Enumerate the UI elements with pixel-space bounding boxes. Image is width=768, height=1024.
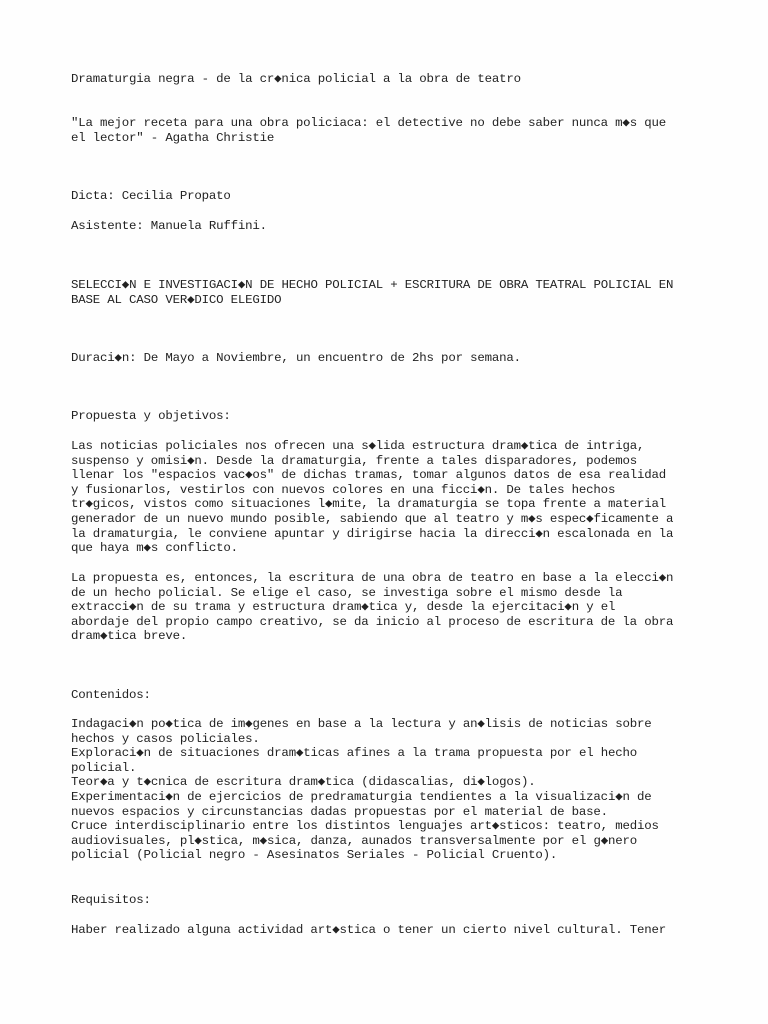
paragraph-line: tr◆gicos, vistos como situaciones l◆mite, la dramaturgia se topa frente a material: [71, 497, 667, 512]
paragraph-line: suspenso y omisi◆n. Desde la dramaturgia, frente a tales disparadores, podemos: [71, 453, 637, 468]
list-item: Experimentaci◆n de ejercicios de predramaturgia tendientes a la visualizaci◆n de: [71, 790, 652, 804]
paragraph-line: que haya m◆s conflicto.: [71, 541, 238, 556]
list-item: Indagaci◆n po◆tica de im◆genes en base a la lectura y an◆lisis de noticias sobre: [71, 717, 652, 731]
list-item: audiovisuales, pl◆stica, m◆sica, danza, aunados transversalmente por el g◆nero: [71, 833, 638, 848]
paragraph-line: abordaje del propio campo creativo, se da inicio al proceso de escritura de la obra: [71, 614, 674, 629]
epigraph-quote-line-2: el lector" - Agatha Christie: [71, 131, 275, 145]
paragraph-line: dram◆tica breve.: [71, 629, 188, 644]
list-item: policial.: [71, 760, 137, 775]
list-item: Exploraci◆n de situaciones dram◆ticas afines a la trama propuesta por el hecho: [71, 746, 637, 761]
epigraph-quote-line-1: "La mejor receta para una obra policiaca: el detective no debe saber nunca m◆s que: [71, 116, 666, 130]
list-item: hechos y casos policiales.: [71, 731, 260, 746]
paragraph-line: Las noticias policiales nos ofrecen una s◆lida estructura dram◆tica de intriga,: [71, 439, 645, 453]
paragraph-line: La propuesta es, entonces, la escritura de una obra de teatro en base a la elecci◆n: [71, 571, 674, 585]
list-item: nuevos espacios y circunstancias dadas propuestas por el material de base.: [71, 804, 608, 819]
course-heading-line-1: SELECCI◆N E INVESTIGACI◆N DE HECHO POLICIAL + ESCRITURA DE OBRA TEATRAL POLICIAL EN: [71, 278, 674, 292]
list-item: Teor◆a y t◆cnica de escritura dram◆tica (didascalias, di◆logos).: [71, 775, 536, 790]
paragraph-line: extracci◆n de su trama y estructura dram◆tica y, desde la ejercitaci◆n y el: [71, 600, 616, 615]
list-item: Cruce interdisciplinario entre los distintos lenguajes art◆sticos: teatro, medios: [71, 819, 659, 834]
assistant-line: Asistente: Manuela Ruffini.: [71, 219, 267, 233]
paragraph-line: la dramaturgia, le conviene apuntar y dirigirse hacia la direcci◆n escalonada en la: [71, 526, 674, 541]
requirements-text: Haber realizado alguna actividad art◆stica o tener un cierto nivel cultural. Tener: [71, 923, 666, 937]
paragraph-line: y fusionarlos, vestirlos con nuevos colores en una ficci◆n. De tales hechos: [71, 482, 616, 497]
objectives-heading: Propuesta y objetivos:: [71, 409, 231, 423]
list-item: policial (Policial negro - Asesinatos Seriales - Policial Cruento).: [71, 848, 558, 863]
contents-heading: Contenidos:: [71, 688, 151, 702]
paragraph-line: llenar los "espacios vac◆os" de dichas tramas, tomar algunos datos de esa realidad: [71, 468, 666, 483]
duration-line: Duraci◆n: De Mayo a Noviembre, un encuentro de 2hs por semana.: [71, 351, 521, 365]
paragraph-line: generador de un nuevo mundo posible, sabiendo que al teatro y m◆s espec◆ficamente a: [71, 512, 674, 526]
course-heading-line-2: BASE AL CASO VER◆DICO ELEGIDO: [71, 293, 282, 307]
instructor-line: Dicta: Cecilia Propato: [71, 189, 231, 203]
requirements-heading: Requisitos:: [71, 893, 151, 907]
document-title: Dramaturgia negra - de la cr◆nica policial a la obra de teatro: [71, 72, 521, 86]
paragraph-line: de un hecho policial. Se elige el caso, se investiga sobre el mismo desde la: [71, 585, 623, 600]
